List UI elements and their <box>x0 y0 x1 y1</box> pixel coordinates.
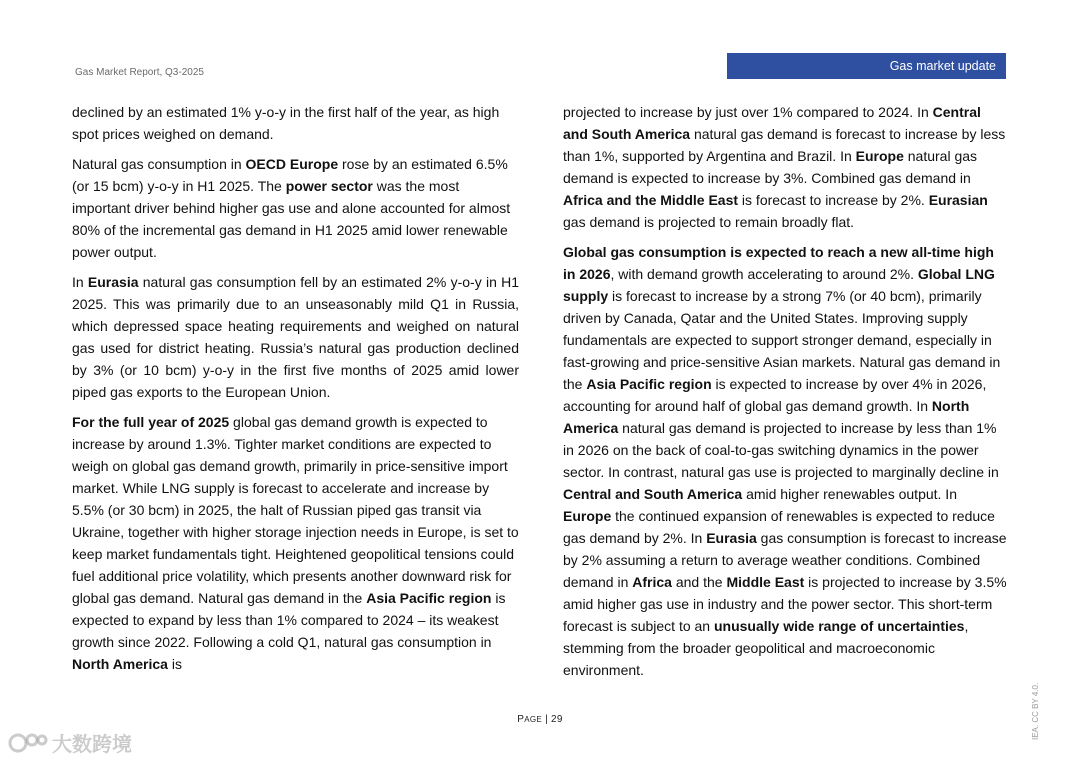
left-column <box>72 101 519 683</box>
watermark-text: 大数跨境 <box>52 734 132 756</box>
left-paragraph-1: declined by an estimated 1% y-o-y in the first half of the year, as high spot prices weighed on demand. <box>72 104 500 142</box>
section-tab <box>727 53 1006 79</box>
left-paragraph-2: Natural gas consumption in OECD Europe rose by an estimated 6.5% (or 15 bcm) y-o-y in H1 2025. The power sector was the most important driver behind higher gas use and alone accounted for almost 80% of the incremental gas demand in H1 2025 amid lower renewable power output. <box>72 156 511 260</box>
right-column <box>563 101 1009 689</box>
section-tab-label: Gas market update <box>889 59 996 73</box>
watermark-logo-icon <box>8 731 48 755</box>
right-paragraph-1: projected to increase by just over 1% compared to 2024. In Central and South America natural gas demand is forecast to increase by less than 1%, supported by Argentina and Brazil. In Europe natural gas demand is expected to increase by 3%. Combined gas demand in Africa and the Middle East is forecast to increase by 2%. Eurasian gas demand is projected to remain broadly flat. <box>563 104 1006 230</box>
left-paragraph-3: In Eurasia natural gas consumption fell by an estimated 2% y-o-y in H1 2025. This was primarily due to an unseasonably mild Q1 in Russia, which depressed space heating requirements and weighed on natural gas used for district heating. Russia’s natural gas production declined by 3% (or 10 bcm) y-o-y in the first five months of 2025 amid lower piped gas exports to the European Union. <box>72 274 519 400</box>
report-title: Gas Market Report, Q3-2025 <box>75 67 204 78</box>
page-number: PAGE | 29 <box>517 714 563 725</box>
right-paragraph-2: Global gas consumption is expected to reach a new all-time high in 2026, with demand growth accelerating to around 2%. Global LNG supply is forecast to increase by a strong 7% (or 40 bcm), primarily driven by Canada, Qatar and the United States. Improving supply fundamentals are expected to support stronger demand, especially in fast-growing and price-sensitive Asian markets. Natural gas demand in the Asia Pacific region is expected to increase by over 4% in 2026, accounting for around half of global gas demand growth. In North America natural gas demand is projected to increase by less than 1% in 2026 on the back of coal-to-gas switching dynamics in the power sector. In contrast, natural gas use is projected to marginally decline in Central and South America amid higher renewables output. In Europe the continued expansion of renewables is expected to reduce gas demand by 2%. In Eurasia gas consumption is forecast to increase by 2% assuming a return to average weather conditions. Combined demand in Africa and the Middle East is projected to increase by 3.5% amid higher gas use in industry and the power sector. This short-term forecast is subject to an unusually wide range of uncertainties, stemming from the broader geopolitical and macroeconomic environment. <box>563 244 1007 678</box>
left-paragraph-4: For the full year of 2025 global gas demand growth is expected to increase by around 1.3%. Tighter market conditions are expected to weigh on global gas demand growth, primarily in price-sensitive import market. While LNG supply is forecast to accelerate and increase by 5.5% (or 30 bcm) in 2025, the halt of Russian piped gas transit via Ukraine, together with higher storage injection needs in Europe, is set to keep market fundamentals tight. Heightened geopolitical tensions could fuel additional price volatility, which presents another downward risk for global gas demand. Natural gas demand in the Asia Pacific region is expected to expand by less than 1% compared to 2024 – its weakest growth since 2022. Following a cold Q1, natural gas consumption in North America is <box>72 414 519 672</box>
license-note: IEA. CC BY 4.0. <box>1031 682 1040 740</box>
watermark <box>8 728 132 757</box>
